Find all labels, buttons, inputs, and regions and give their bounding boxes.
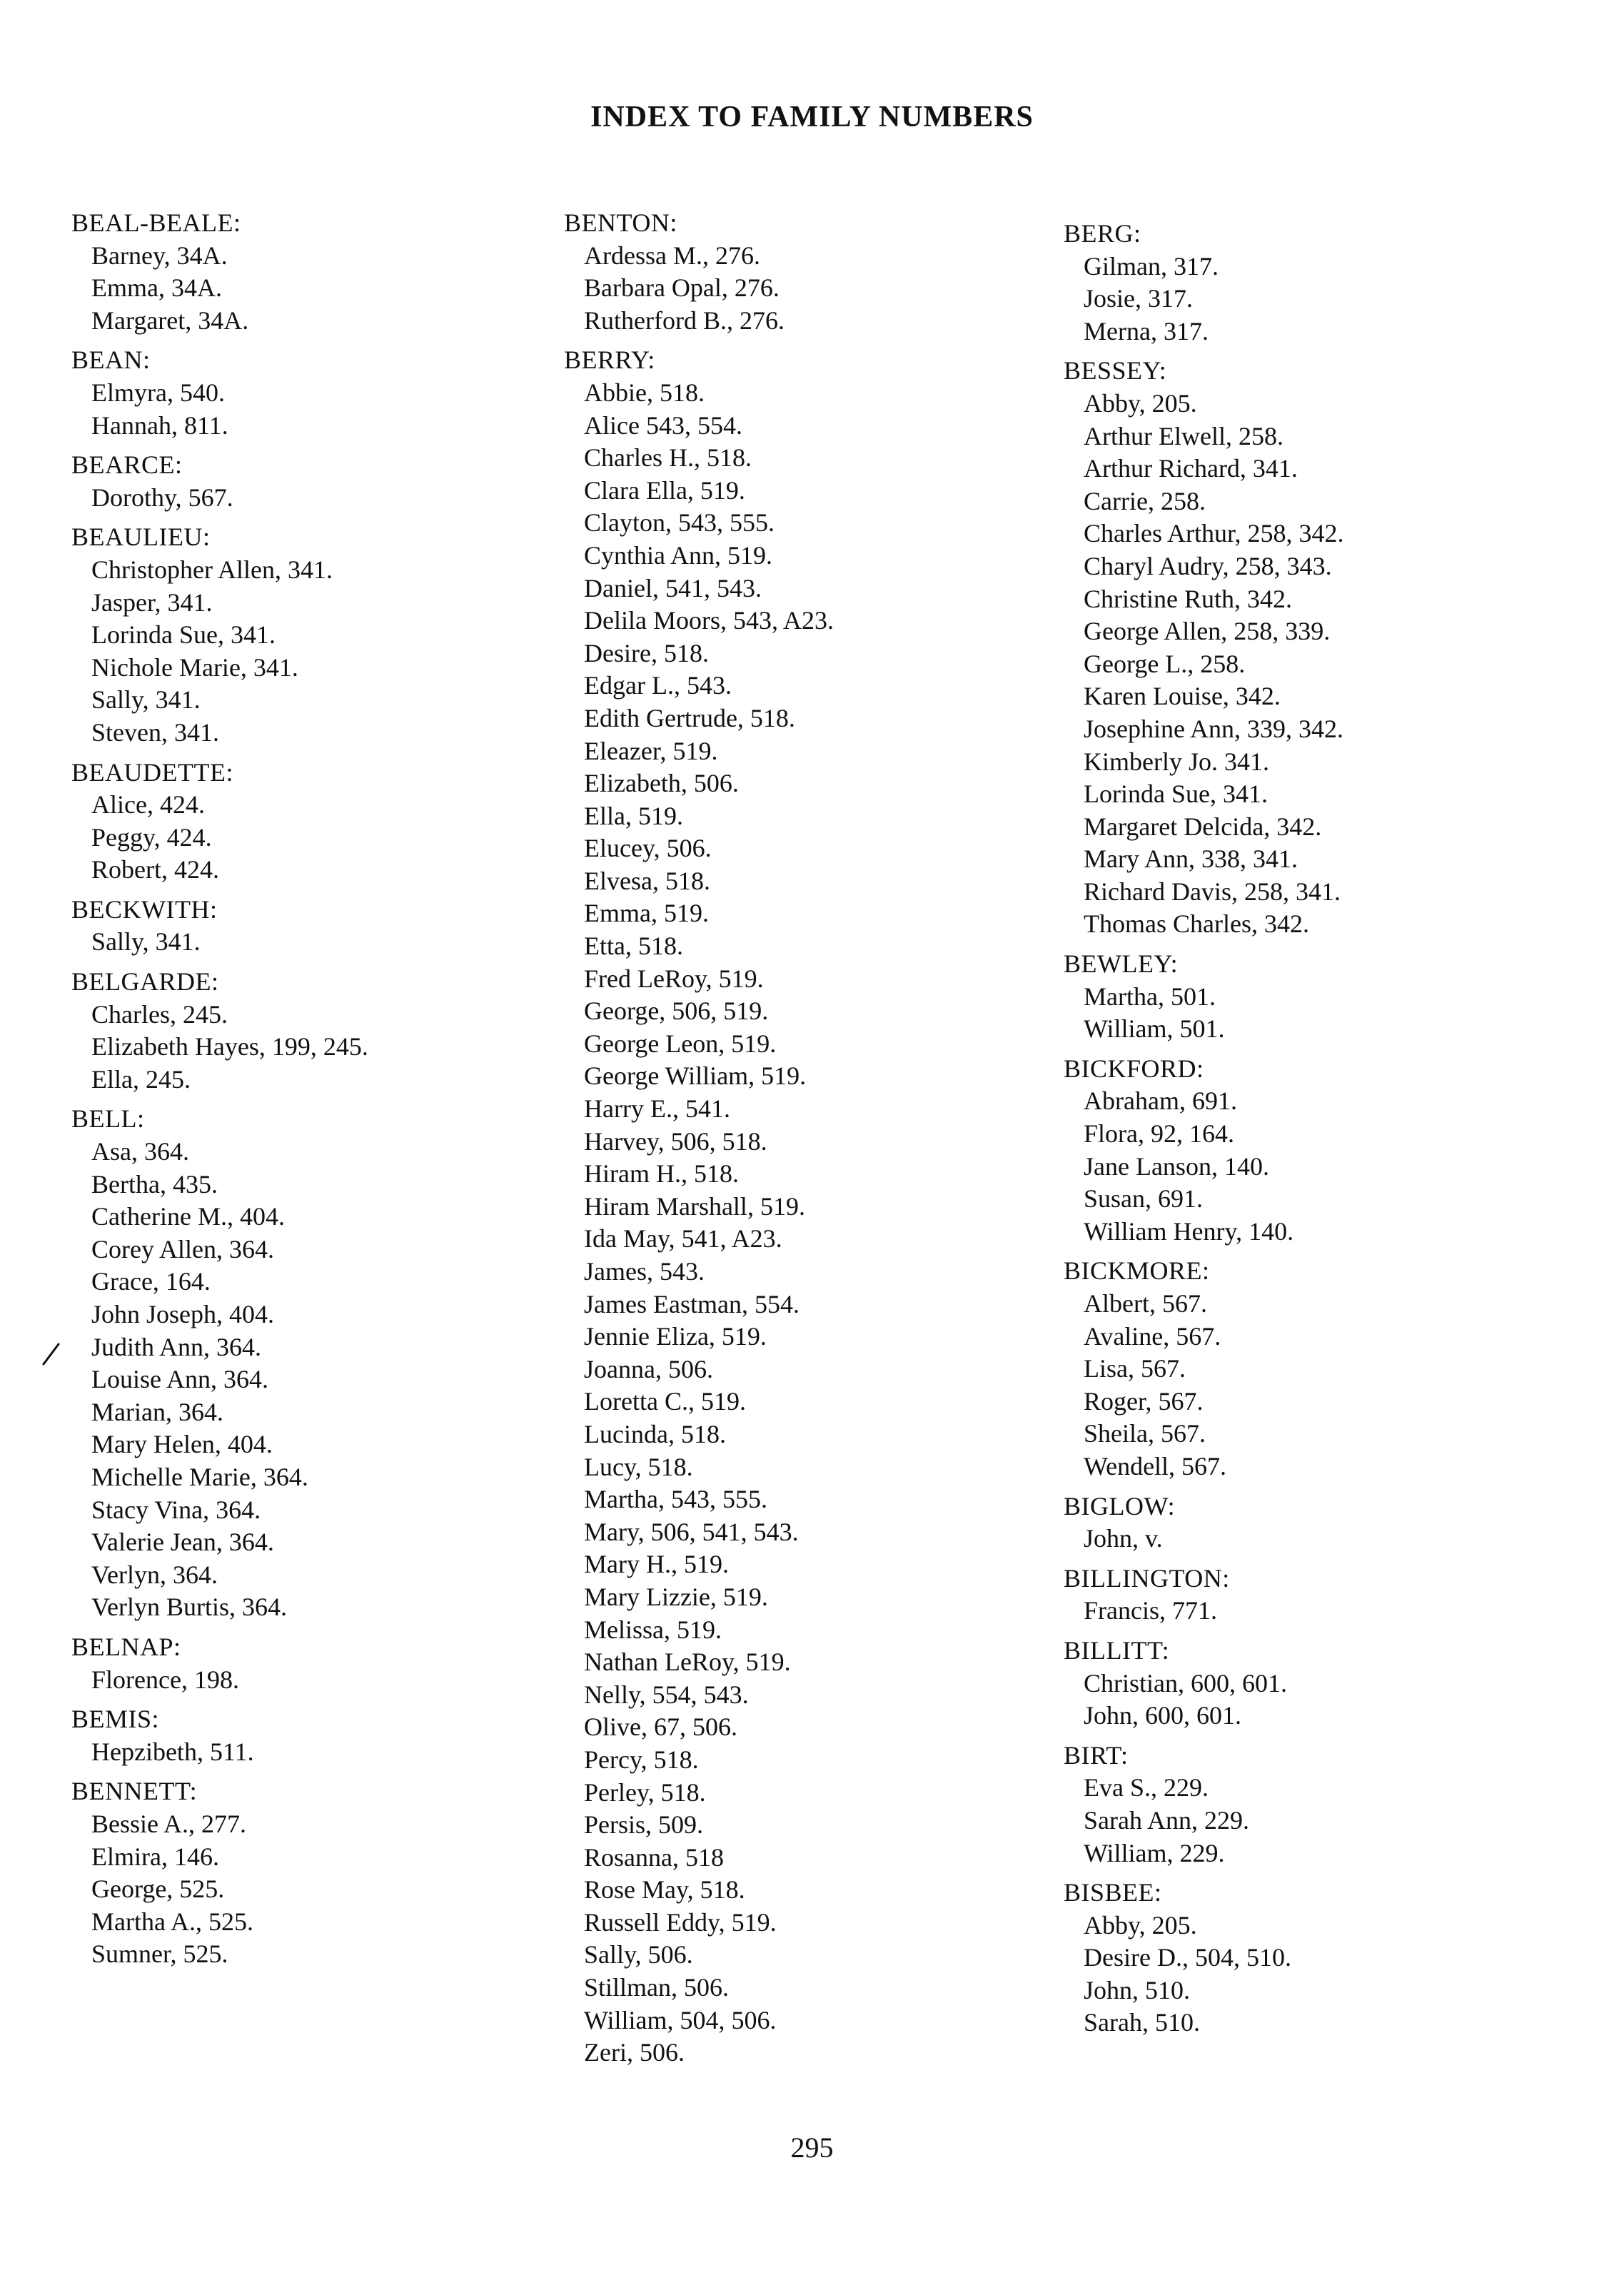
surname-group: [1064, 1635, 1563, 1732]
entry-list: [1064, 1595, 1563, 1628]
surname-heading: BIRT:: [1064, 1740, 1129, 1770]
surname-group: [1064, 1490, 1563, 1555]
index-entry: Olive, 67, 506.: [584, 1712, 737, 1742]
index-entry: George L., 258.: [1084, 649, 1246, 678]
index-entry: Steven, 341.: [91, 717, 219, 747]
index-entry: Dorothy, 567.: [91, 483, 233, 512]
index-entry: Ida May, 541, A23.: [584, 1224, 782, 1253]
entry-list: [71, 377, 571, 442]
index-entry: Harvey, 506, 518.: [584, 1126, 767, 1156]
index-entry: Bertha, 435.: [91, 1169, 218, 1199]
index-entry: James Eastman, 554.: [584, 1289, 800, 1318]
index-entry: Valerie Jean, 364.: [91, 1528, 274, 1557]
index-entry: Elvesa, 518.: [584, 866, 710, 895]
index-entry: Sarah Ann, 229.: [1084, 1805, 1249, 1835]
index-entry: Francis, 771.: [1084, 1596, 1217, 1625]
surname-heading: BEAUDETTE:: [71, 757, 233, 787]
surname-heading: BEARCE:: [71, 450, 183, 480]
index-entry: Stillman, 506.: [584, 1973, 730, 2002]
surname-group: [1064, 1877, 1563, 2039]
index-entry: Kimberly Jo. 341.: [1084, 747, 1269, 776]
index-entry: Sally, 341.: [91, 685, 201, 715]
index-entry: Lisa, 567.: [1084, 1354, 1186, 1383]
index-entry: Nathan LeRoy, 519.: [584, 1648, 791, 1677]
surname-group: [71, 207, 571, 337]
index-entry: Elmyra, 540.: [91, 378, 225, 407]
index-entry: Ella, 519.: [584, 801, 683, 830]
index-entry: Eva S., 229.: [1084, 1773, 1209, 1802]
index-entry: William, 504, 506.: [584, 2005, 777, 2034]
index-entry: Albert, 567.: [1084, 1289, 1207, 1318]
index-entry: Alice 543, 554.: [584, 410, 742, 440]
index-entry: Judith Ann, 364.: [91, 1332, 262, 1361]
entry-list: [564, 240, 1064, 338]
index-entry: Elmira, 146.: [91, 1842, 219, 1871]
surname-group: [71, 449, 571, 514]
surname-group: [71, 894, 571, 959]
index-entry: Martha A., 525.: [91, 1907, 253, 1936]
index-entry: Desire, 518.: [584, 638, 709, 667]
surname-group: [1064, 1563, 1563, 1628]
index-entry: Mary Lizzie, 519.: [584, 1582, 768, 1611]
index-entry: Charles H., 518.: [584, 443, 752, 473]
surname-heading: BILLITT:: [1064, 1635, 1170, 1665]
index-entry: Sarah, 510.: [1084, 2008, 1200, 2037]
index-entry: Jane Lanson, 140.: [1084, 1151, 1269, 1181]
entry-list: [71, 1736, 571, 1769]
index-entry: Mary, 506, 541, 543.: [584, 1517, 799, 1546]
index-entry: Mary Ann, 338, 341.: [1084, 844, 1298, 874]
index-entry: Clara Ella, 519.: [584, 475, 745, 505]
index-entry: Barney, 34A.: [91, 241, 228, 270]
index-entry: Susan, 691.: [1084, 1184, 1204, 1214]
index-entry: Robert, 424.: [91, 855, 219, 884]
surname-group: [1064, 218, 1563, 348]
entry-list: [71, 1136, 571, 1624]
index-entry: Rutherford B., 276.: [584, 306, 785, 335]
surname-group: [1064, 1740, 1563, 1870]
entry-list: [71, 999, 571, 1096]
index-entry: Daniel, 541, 543.: [584, 573, 762, 602]
index-entry: Sally, 341.: [91, 927, 201, 957]
index-entry: Delila Moors, 543, A23.: [584, 606, 834, 635]
entry-list: [1064, 1772, 1563, 1870]
surname-heading: BELL:: [71, 1104, 145, 1134]
index-entry: Sheila, 567.: [1084, 1419, 1206, 1448]
entry-list: [1064, 981, 1563, 1046]
index-column-2: [564, 207, 1064, 2077]
surname-heading: BEWLEY:: [1064, 949, 1179, 979]
index-entry: Josephine Ann, 339, 342.: [1084, 714, 1343, 743]
index-entry: Joanna, 506.: [584, 1354, 713, 1383]
surname-group: [71, 1703, 571, 1768]
index-entry: Margaret Delcida, 342.: [1084, 812, 1322, 841]
surname-group: [71, 966, 571, 1096]
surname-group: [564, 344, 1064, 2069]
index-entry: Barbara Opal, 276.: [584, 273, 780, 303]
index-entry: Elucey, 506.: [584, 834, 712, 863]
index-entry: Lorinda Sue, 341.: [91, 620, 276, 650]
index-entry: Margaret, 34A.: [91, 306, 249, 335]
index-entry: William Henry, 140.: [1084, 1216, 1294, 1246]
index-entry: George William, 519.: [584, 1061, 807, 1091]
index-entry: Clayton, 543, 555.: [584, 508, 775, 538]
index-entry: Christian, 600, 601.: [1084, 1668, 1287, 1698]
entry-list: [71, 926, 571, 959]
entry-list: [564, 377, 1064, 2069]
surname-heading: BILLINGTON:: [1064, 1563, 1230, 1593]
surname-group: [1064, 1053, 1563, 1248]
index-entry: Martha, 543, 555.: [584, 1485, 767, 1514]
surname-heading: BERRY:: [564, 345, 655, 375]
entry-list: [71, 482, 571, 515]
index-entry: Jasper, 341.: [91, 587, 213, 617]
surname-group: [1064, 355, 1563, 941]
index-entry: Wendell, 567.: [1084, 1451, 1227, 1480]
index-entry: Eleazer, 519.: [584, 736, 718, 765]
surname-heading: BELNAP:: [71, 1632, 181, 1661]
index-entry: James, 543.: [584, 1257, 705, 1286]
index-entry: Edgar L., 543.: [584, 671, 732, 700]
index-entry: Michelle Marie, 364.: [91, 1462, 308, 1491]
index-entry: Merna, 317.: [1084, 316, 1209, 345]
surname-group: [71, 344, 571, 442]
index-entry: Hiram Marshall, 519.: [584, 1191, 805, 1221]
index-entry: Elizabeth, 506.: [584, 769, 739, 798]
index-entry: Sumner, 525.: [91, 1939, 228, 1969]
surname-heading: BIGLOW:: [1064, 1491, 1176, 1520]
index-entry: Loretta C., 519.: [584, 1387, 746, 1416]
index-column-1: [71, 207, 571, 1978]
entry-list: [1064, 1288, 1563, 1483]
index-entry: Melissa, 519.: [584, 1615, 722, 1644]
index-entry: Cynthia Ann, 519.: [584, 540, 773, 570]
index-entry: Zeri, 506.: [584, 2038, 685, 2067]
index-entry: Hannah, 811.: [91, 410, 228, 440]
entry-list: [1064, 1910, 1563, 2039]
index-entry: Martha, 501.: [1084, 982, 1216, 1011]
surname-heading: BEAULIEU:: [71, 523, 211, 552]
pen-mark-icon: [40, 1342, 61, 1366]
index-entry: Stacy Vina, 364.: [91, 1495, 261, 1524]
surname-group: [1064, 1255, 1563, 1483]
entry-list: [1064, 1523, 1563, 1555]
entry-list: [1064, 1668, 1563, 1732]
entry-list: [1064, 1085, 1563, 1248]
index-entry: Ardessa M., 276.: [584, 241, 760, 270]
entry-list: [71, 1664, 571, 1697]
index-entry: Abbie, 518.: [584, 378, 705, 407]
index-entry: Verlyn Burtis, 364.: [91, 1593, 287, 1622]
index-entry: Lucy, 518.: [584, 1452, 693, 1481]
index-entry: John Joseph, 404.: [91, 1300, 275, 1328]
entry-list: [1064, 251, 1563, 348]
page-title: INDEX TO FAMILY NUMBERS: [590, 101, 1034, 133]
index-entry: Avaline, 567.: [1084, 1321, 1221, 1351]
surname-group: [71, 1631, 571, 1696]
index-entry: George, 525.: [91, 1875, 225, 1904]
index-entry: Percy, 518.: [584, 1745, 699, 1774]
index-entry: Roger, 567.: [1084, 1386, 1204, 1416]
surname-heading: BENTON:: [564, 208, 677, 237]
index-entry: Richard Davis, 258, 341.: [1084, 877, 1341, 906]
index-entry: Karen Louise, 342.: [1084, 682, 1281, 711]
index-entry: Abraham, 691.: [1084, 1086, 1237, 1116]
index-entry: Desire D., 504, 510.: [1084, 1943, 1291, 1972]
index-entry: Perley, 518.: [584, 1777, 706, 1807]
index-entry: Grace, 164.: [91, 1267, 211, 1296]
index-entry: Rosanna, 518: [584, 1842, 724, 1872]
surname-heading: BEAN:: [71, 345, 151, 375]
surname-heading: BEAL-BEALE:: [71, 208, 241, 237]
index-entry: Abby, 205.: [1084, 388, 1197, 418]
index-column-3: [1064, 218, 1563, 2047]
index-entry: Lucinda, 518.: [584, 1419, 726, 1448]
entry-list: [1064, 388, 1563, 941]
index-entry: Rose May, 518.: [584, 1875, 745, 1905]
index-entry: Jennie Eliza, 519.: [584, 1322, 767, 1351]
index-entry: Thomas Charles, 342.: [1084, 909, 1309, 939]
index-entry: Arthur Elwell, 258.: [1084, 421, 1283, 450]
index-entry: William, 229.: [1084, 1838, 1225, 1867]
index-entry: Catherine M., 404.: [91, 1202, 285, 1231]
index-entry: Peggy, 424.: [91, 822, 212, 852]
index-entry: Etta, 518.: [584, 932, 683, 961]
index-entry: Gilman, 317.: [1084, 251, 1219, 281]
index-entry: Mary H., 519.: [584, 1550, 729, 1579]
surname-heading: BERG:: [1064, 219, 1141, 248]
index-entry: Fred LeRoy, 519.: [584, 964, 764, 993]
index-entry: Edith Gertrude, 518.: [584, 703, 795, 732]
surname-group: [71, 1103, 571, 1624]
surname-heading: BELGARDE:: [71, 967, 219, 997]
surname-heading: BESSEY:: [1064, 356, 1167, 385]
index-entry: Hiram H., 518.: [584, 1159, 739, 1189]
surname-heading: BECKWITH:: [71, 894, 218, 924]
index-entry: Charyl Audry, 258, 343.: [1084, 551, 1332, 580]
index-entry: Russell Eddy, 519.: [584, 1907, 777, 1937]
entry-list: [71, 789, 571, 887]
index-entry: William, 501.: [1084, 1014, 1225, 1044]
surname-heading: BICKMORE:: [1064, 1256, 1210, 1286]
surname-group: [1064, 948, 1563, 1046]
index-entry: Ella, 245.: [91, 1064, 191, 1094]
index-entry: Verlyn, 364.: [91, 1560, 218, 1589]
surname-heading: BICKFORD:: [1064, 1054, 1204, 1083]
index-entry: John, 510.: [1084, 1975, 1191, 2004]
entry-list: [71, 240, 571, 338]
index-entry: John, v.: [1084, 1524, 1163, 1553]
index-entry: Nelly, 554, 543.: [584, 1680, 749, 1709]
index-entry: Abby, 205.: [1084, 1910, 1197, 1939]
index-entry: Bessie A., 277.: [91, 1809, 247, 1838]
surname-group: [564, 207, 1064, 337]
index-entry: Emma, 34A.: [91, 273, 222, 303]
index-entry: Asa, 364.: [91, 1137, 189, 1166]
index-entry: Harry E., 541.: [584, 1094, 730, 1124]
index-entry: Corey Allen, 364.: [91, 1234, 274, 1263]
index-entry: Charles Arthur, 258, 342.: [1084, 519, 1344, 548]
index-entry: Hepzibeth, 511.: [91, 1737, 254, 1766]
index-entry: Josie, 317.: [1084, 284, 1193, 313]
index-entry: Charles, 245.: [91, 999, 228, 1029]
index-entry: Emma, 519.: [584, 899, 709, 928]
index-entry: Arthur Richard, 341.: [1084, 454, 1298, 483]
index-entry: Mary Helen, 404.: [91, 1430, 273, 1459]
index-entry: Nichole Marie, 341.: [91, 652, 298, 682]
page-number: 295: [790, 2132, 834, 2164]
surname-group: [71, 757, 571, 887]
entry-list: [71, 1808, 571, 1971]
index-entry: Sally, 506.: [584, 1940, 693, 1969]
index-entry: Alice, 424.: [91, 790, 205, 819]
index-entry: Lorinda Sue, 341.: [1084, 780, 1268, 809]
index-entry: Persis, 509.: [584, 1810, 704, 1840]
index-entry: John, 600, 601.: [1084, 1701, 1242, 1730]
surname-heading: BEMIS:: [71, 1705, 160, 1734]
index-entry: Carrie, 258.: [1084, 486, 1206, 515]
index-entry: Christopher Allen, 341.: [91, 555, 333, 584]
index-entry: Louise Ann, 364.: [91, 1365, 268, 1394]
surname-heading: BENNETT:: [71, 1777, 198, 1806]
surname-group: [71, 521, 571, 749]
index-entry: George Allen, 258, 339.: [1084, 617, 1331, 646]
entry-list: [71, 554, 571, 750]
index-entry: Christine Ruth, 342.: [1084, 584, 1293, 613]
index-entry: Elizabeth Hayes, 199, 245.: [91, 1032, 368, 1061]
index-entry: Marian, 364.: [91, 1397, 223, 1426]
index-entry: George, 506, 519.: [584, 997, 769, 1026]
surname-heading: BISBEE:: [1064, 1878, 1162, 1907]
index-entry: Florence, 198.: [91, 1665, 239, 1694]
index-entry: George Leon, 519.: [584, 1029, 777, 1058]
index-entry: Flora, 92, 164.: [1084, 1119, 1234, 1149]
surname-group: [71, 1775, 571, 1971]
